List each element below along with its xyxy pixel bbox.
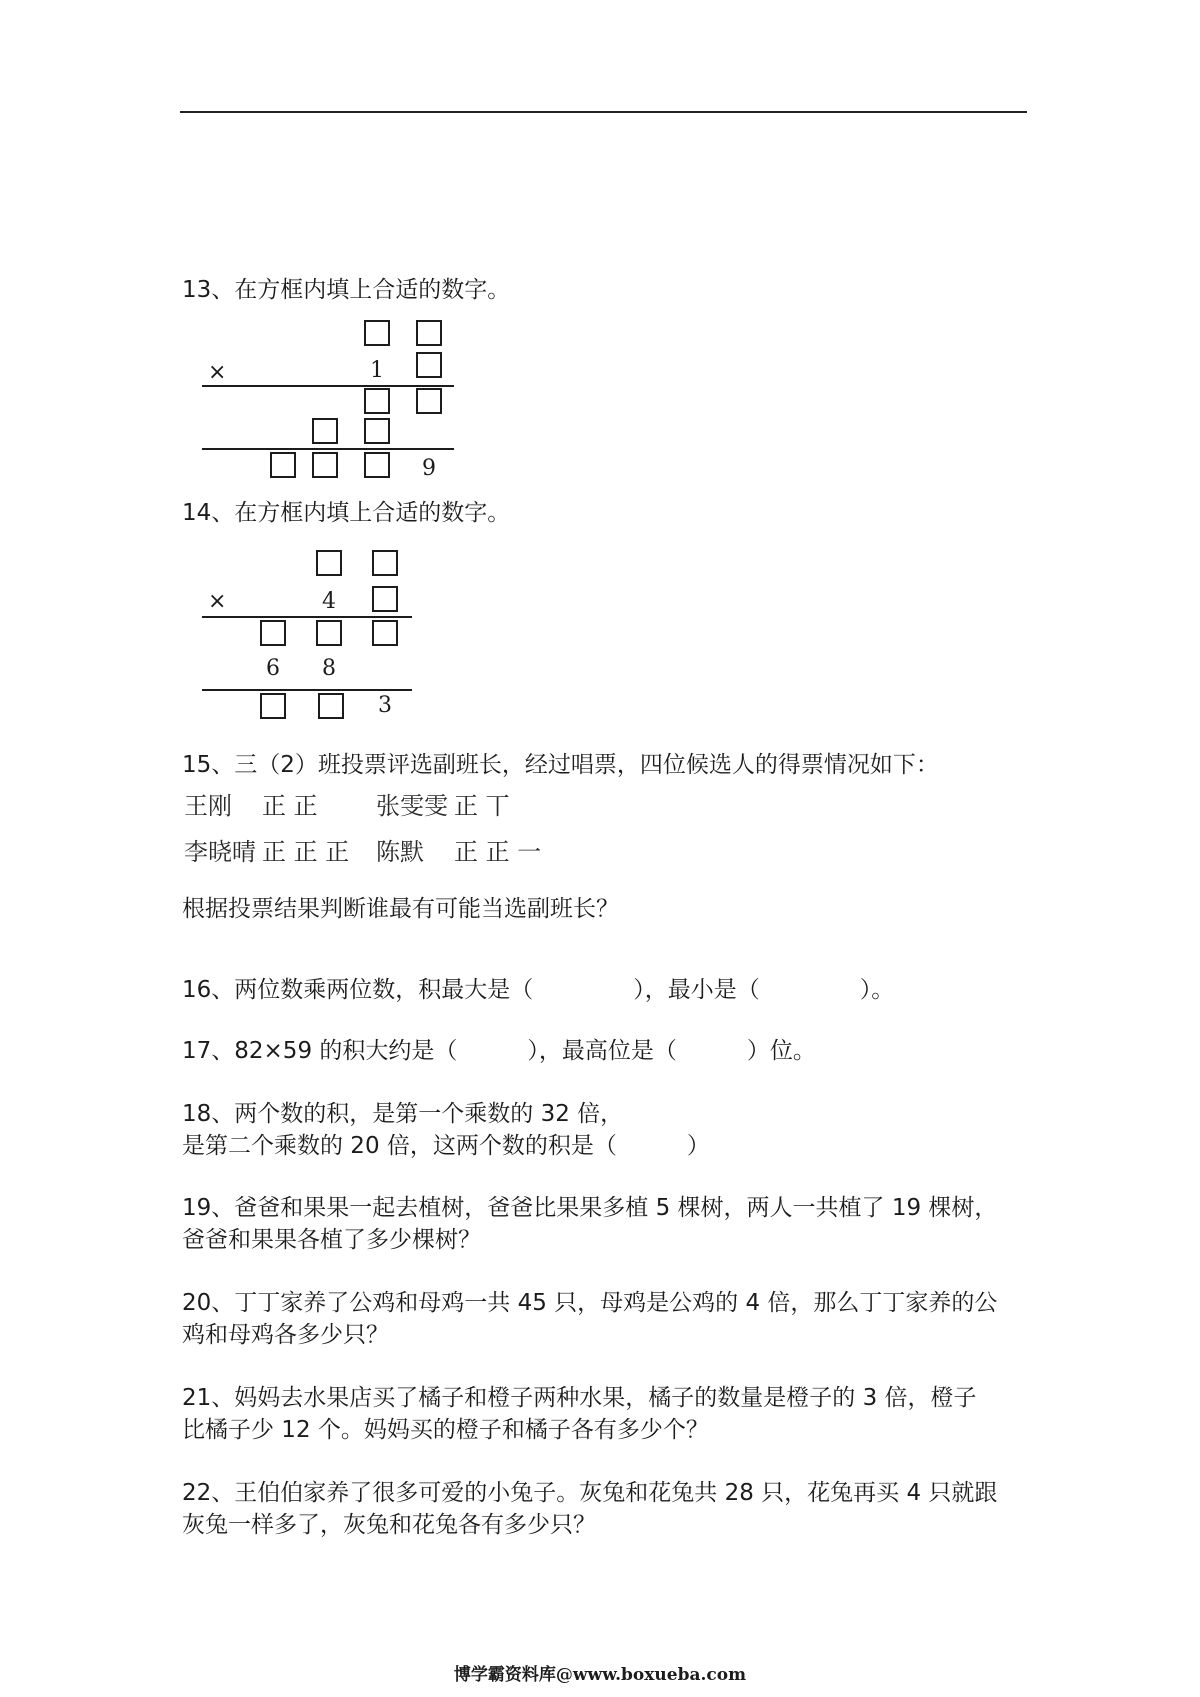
partial-digit: 6	[266, 656, 280, 681]
multiplier-digit: 1	[370, 358, 384, 383]
question-21-line-2: 比橘子少 12 个。妈妈买的橙子和橘子各有多少个？	[182, 1417, 709, 1443]
times-sign: ×	[208, 360, 227, 385]
answer-box[interactable]	[316, 620, 342, 646]
multiplier-digit: 4	[322, 589, 336, 614]
tally-row	[184, 836, 584, 868]
answer-box[interactable]	[312, 418, 338, 444]
partial-digit: 8	[322, 656, 336, 681]
candidate-name: 张雯雯	[376, 792, 448, 820]
question-19-line-1: 19、爸爸和果果一起去植树，爸爸比果果多植 5 棵树，两人一共植了 19 棵树，	[182, 1195, 998, 1221]
tally-marks: 正 正 正	[262, 838, 350, 866]
candidate-name: 王刚	[184, 792, 232, 820]
question-13: 13、在方框内填上合适的数字。	[182, 277, 511, 303]
question-21-line-1: 21、妈妈去水果店买了橘子和橙子两种水果，橘子的数量是橙子的 3 倍，橙子	[182, 1385, 977, 1411]
answer-box[interactable]	[318, 693, 344, 719]
question-18-line-1: 18、两个数的积，是第一个乘数的 32 倍，	[182, 1101, 624, 1127]
result-digit: 3	[378, 693, 392, 718]
answer-box[interactable]	[364, 388, 390, 414]
multiplication-rule	[202, 385, 454, 387]
answer-box[interactable]	[364, 320, 390, 346]
question-18-line-2	[182, 1130, 710, 1162]
multiplication-rule	[202, 616, 412, 618]
footer-watermark: 博学霸资料库@www.boxueba.com	[453, 1665, 747, 1685]
tally-marks: 正 正 一	[454, 838, 542, 866]
answer-box[interactable]	[372, 550, 398, 576]
times-sign: ×	[208, 589, 227, 614]
answer-box[interactable]	[416, 388, 442, 414]
q16-part1: 16、两位数乘两位数，积最大是（	[182, 977, 534, 1003]
result-digit: 9	[422, 456, 436, 481]
q16-part3: ）。	[859, 977, 895, 1003]
answer-box[interactable]	[372, 620, 398, 646]
question-16	[182, 974, 894, 1006]
question-17	[182, 1035, 816, 1067]
question-14: 14、在方框内填上合适的数字。	[182, 500, 511, 526]
sum-rule	[202, 448, 454, 450]
candidate-name: 陈默	[376, 838, 424, 866]
question-15-followup: 根据投票结果判断谁最有可能当选副班长？	[182, 896, 619, 922]
q17-part1: 17、82×59 的积大约是（	[182, 1038, 458, 1064]
answer-box[interactable]	[316, 550, 342, 576]
q18-line2-end: ）	[686, 1133, 710, 1159]
question-19-line-2: 爸爸和果果各植了多少棵树？	[182, 1227, 481, 1253]
header-rule	[180, 111, 1027, 113]
answer-box[interactable]	[270, 452, 296, 478]
q16-part2: ），最小是（	[633, 977, 760, 1003]
answer-box[interactable]	[372, 586, 398, 612]
q17-part2: ），最高位是（	[527, 1038, 677, 1064]
q18-line2: 是第二个乘数的 20 倍，这两个数的积是（	[182, 1133, 617, 1159]
question-20-line-1: 20、丁丁家养了公鸡和母鸡一共 45 只，母鸡是公鸡的 4 倍，那么丁丁家养的公	[182, 1290, 998, 1316]
answer-box[interactable]	[312, 452, 338, 478]
question-15: 15、三（2）班投票评选副班长，经过唱票，四位候选人的得票情况如下：	[182, 752, 939, 778]
answer-box[interactable]	[260, 620, 286, 646]
question-22-line-2: 灰兔一样多了，灰兔和花兔各有多少只？	[182, 1512, 596, 1538]
candidate-name: 李晓晴	[184, 838, 256, 866]
sum-rule	[202, 689, 412, 691]
answer-box[interactable]	[416, 352, 442, 378]
answer-box[interactable]	[416, 320, 442, 346]
answer-box[interactable]	[364, 418, 390, 444]
tally-marks: 正 正	[262, 792, 318, 820]
question-22-line-1: 22、王伯伯家养了很多可爱的小兔子。灰兔和花兔共 28 只，花兔再买 4 只就跟	[182, 1480, 998, 1506]
answer-box[interactable]	[364, 452, 390, 478]
answer-box[interactable]	[260, 693, 286, 719]
tally-row	[184, 790, 584, 822]
question-20-line-2: 鸡和母鸡各多少只？	[182, 1322, 389, 1348]
q17-part3: ）位。	[746, 1038, 816, 1064]
tally-marks: 正 丅	[454, 792, 510, 820]
